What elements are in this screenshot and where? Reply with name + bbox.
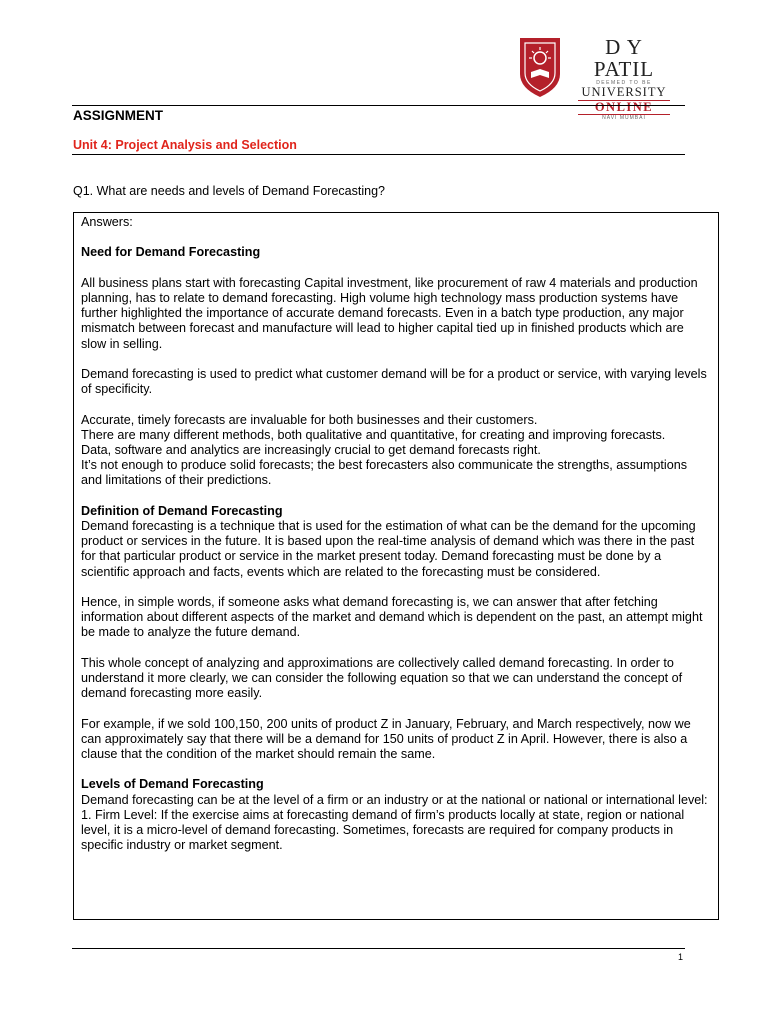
header-rule-bottom [72, 154, 685, 155]
unit-title: Unit 4: Project Analysis and Selection [73, 138, 297, 152]
definition-heading: Definition of Demand Forecasting [81, 503, 283, 518]
university-crest-icon [516, 34, 564, 100]
logo-deemed: DEEMED TO BE [596, 80, 652, 86]
need-line-2: There are many different methods, both qualitative and quantitative, for creating and improving forecasts. [81, 427, 666, 442]
definition-paragraph-2: Hence, in simple words, if someone asks what demand forecasting is, we can answer that after fetching information about different aspects of the market and demand which is dependent on the past, an attempt might be made to analyze the future demand. [81, 594, 703, 640]
assignment-title: ASSIGNMENT [73, 108, 164, 123]
need-line-1: Accurate, timely forecasts are invaluable for both businesses and their customers. [81, 412, 538, 427]
logo-name: D Y PATIL [593, 35, 655, 81]
definition-paragraph-3: This whole concept of analyzing and approximations are collectively called demand forecasting. In order to understand it more clearly, we can consider the following equation so that we can understand the concept of demand forecasting more easily. [81, 655, 683, 701]
need-paragraph-1: All business plans start with forecasting Capital investment, like procurement of raw 4 materials and production planning, has to relate to demand forecasting. High volume high technology mass production systems have further highlighted the importance of accurate demand forecasts. Even in a batch type production, any major mismatch between forecast and manufacture will lead to higher capital tied up in finished products which are slow in selling. [81, 275, 698, 351]
need-line-4: It’s not enough to produce solid forecasts; the best forecasters also communicate the strengths, assumptions and limitations of their predictions. [81, 458, 687, 488]
definition-paragraph-1: Demand forecasting is a technique that is used for the estimation of what can be the demand for the upcoming product or services in the future. It is based upon the real-time analysis of demand which was there in the past for that particular product or service in the market present today. Demand forecasting must be done by a scientific approach and facts, events which are related to the forecasting must be considered. [81, 518, 696, 579]
levels-paragraph-1: Demand forecasting can be at the level of a firm or an industry or at the national or national or international level: [81, 792, 708, 807]
answer-label: Answers: [81, 215, 133, 229]
footer-rule [72, 948, 685, 949]
logo-location: NAVI MUMBAI [602, 115, 646, 121]
levels-paragraph-2: 1. Firm Level: If the exercise aims at forecasting demand of firm’s products locally at state, region or national level, it is a micro-level of demand forecasting. Sometimes, forecasts are required for company products in specific industry or market segment. [81, 807, 685, 853]
levels-heading: Levels of Demand Forecasting [81, 777, 264, 792]
question-text: Q1. What are needs and levels of Demand Forecasting? [73, 184, 385, 198]
logo-university: UNIVERSITY [581, 85, 667, 99]
answer-box [73, 212, 719, 920]
page-number: 1 [678, 952, 684, 962]
header-rule-top [72, 105, 685, 106]
logo-online: ONLINE [578, 100, 670, 115]
definition-paragraph-4: For example, if we sold 100,150, 200 units of product Z in January, February, and March respectively, now we can approximately say that there will be a demand for 150 units of product Z in April. However, there is also a clause that the condition of the market should remain the same. [81, 716, 691, 761]
need-line-3: Data, software and analytics are increasingly crucial to get demand forecasts right. [81, 442, 541, 457]
logo-wordmark [574, 36, 674, 122]
need-paragraph-2: Demand forecasting is used to predict what customer demand will be for a product or service, with varying levels of specificity. [81, 366, 707, 397]
need-heading: Need for Demand Forecasting [81, 245, 261, 260]
